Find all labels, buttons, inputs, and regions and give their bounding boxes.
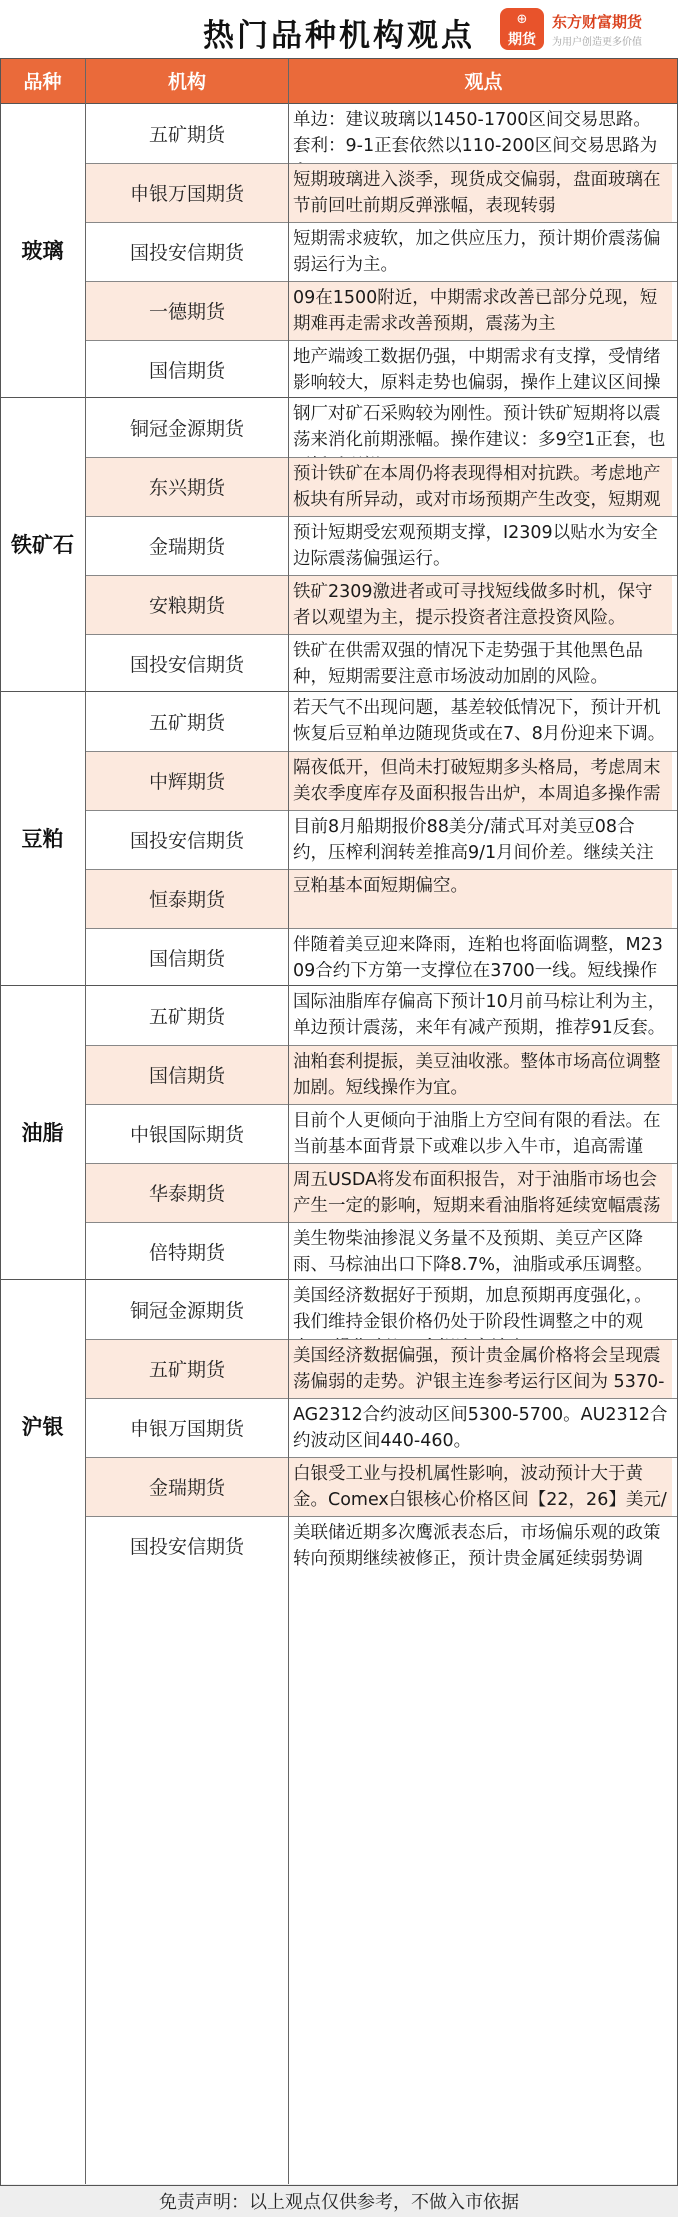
row-divider	[86, 1516, 678, 1517]
row-divider	[86, 1163, 678, 1164]
view-cell: 铁矿2309激进者或可寻找短线做多时机，保守者以观望为主，提示投资者注意投资风险。	[289, 575, 672, 634]
institution-cell: 恒泰期货	[86, 869, 288, 928]
view-cell: 预计铁矿在本周仍将表现得相对抗跌。考虑地产板块有所异动，或对市场预期产生改变，短期观	[289, 457, 672, 516]
row-divider	[86, 340, 678, 341]
page-title: 热门品种机构观点	[203, 18, 475, 54]
row-divider	[86, 457, 678, 458]
row-divider	[86, 281, 678, 282]
column-divider	[85, 58, 86, 2184]
row-divider	[86, 928, 678, 929]
view-cell: 目前8月船期报价88美分/蒲式耳对美豆08合约，压榨利润转差推高9/1月间价差。继续关注	[293, 817, 654, 863]
brand-name: 东方财富期货	[552, 13, 643, 31]
logo-icon	[500, 8, 544, 50]
brand-tagline: 为用户创造更多价值	[552, 37, 642, 48]
logo-text: 期货	[508, 32, 536, 48]
view-cell: 周五USDA将发布面积报告，对于油脂市场也会产生一定的影响，短期来看油脂将延续宽幅震荡	[289, 1163, 672, 1222]
view-cell: 国际油脂库存偏高下预计10月前马棕让利为主，单边预计震荡，来年有减产预期，推荐91反套。	[293, 992, 666, 1038]
category-cell: 豆粕	[0, 691, 85, 985]
view-cell: 隔夜低开，但尚未打破短期多头格局，考虑周末美农季度库存及面积报告出炉，本周追多操作需	[289, 751, 672, 810]
view-cell: 美国经济数据偏强，预计贵金属价格将会呈现震荡偏弱的走势。沪银主连参考运行区间为 5370-	[289, 1339, 672, 1398]
category-cell: 沪银	[0, 1279, 85, 1573]
institution-cell: 国投安信期货	[129, 654, 244, 676]
group-divider	[0, 691, 678, 692]
category-cell: 油脂	[0, 985, 85, 1279]
row-divider	[86, 1457, 678, 1458]
group-divider	[0, 397, 678, 398]
view-cell: 钢厂对矿石采购较为刚性。预计铁矿短期将以震荡来消化前期涨幅。操作建议：多9空1正套，也	[293, 404, 666, 450]
row-divider	[86, 634, 678, 635]
disclaimer: 免责声明：以上观点仅供参考，不做入市依据	[0, 2184, 678, 2217]
institution-cell: 五矿期货	[148, 123, 225, 146]
row-divider	[86, 222, 678, 223]
institution-cell: 金瑞期货	[148, 536, 225, 558]
institution-cell: 安粮期货	[86, 575, 288, 634]
group-divider	[0, 985, 678, 986]
view-cell: 短期玻璃进入淡季，现货成交偏弱，盘面玻璃在节前回吐前期反弹涨幅，表现转弱	[289, 163, 672, 222]
row-divider	[86, 575, 678, 576]
row-divider	[86, 869, 678, 870]
view-cell: 预计短期受宏观预期支撑，I2309以贴水为安全边际震荡偏强运行。	[293, 523, 658, 569]
row-divider	[86, 1222, 678, 1223]
view-cell: 单边：建议玻璃以1450-1700区间交易思路。套利：9-1正套依然以110-200区间交易思路为	[293, 110, 658, 156]
institution-cell: 申银万国期货	[129, 1418, 244, 1440]
view-cell: 地产端竣工数据仍强，中期需求有支撑，受情绪影响较大，原料走势也偏弱，操作上建议区间操	[293, 347, 661, 393]
row-divider	[86, 1045, 678, 1046]
institution-cell: 国投安信期货	[129, 242, 244, 264]
view-cell: 伴随着美豆迎来降雨，连粕也将面临调整，M2309合约下方第一支撑位在3700一线。短线操作	[293, 935, 663, 981]
institution-cell: 华泰期货	[86, 1163, 288, 1222]
view-cell: 美生物柴油掺混义务量不及预期、美豆产区降雨、马棕油出口下降8.7%，油脂或承压调整。	[293, 1229, 653, 1275]
row-divider	[86, 1398, 678, 1399]
category-cell: 铁矿石	[0, 397, 85, 691]
institution-cell: 申银万国期货	[86, 163, 288, 222]
row-divider	[86, 810, 678, 811]
row-divider	[86, 516, 678, 517]
institution-cell: 五矿期货	[148, 1005, 225, 1028]
institution-cell: 五矿期货	[86, 1339, 288, 1398]
view-cell: 美国经济数据好于预期，加息预期再度强化，。我们维持金银价格仍处于阶段性调整之中的观	[293, 1286, 652, 1332]
institution-cell: 倍特期货	[148, 1242, 225, 1264]
institution-cell: 东兴期货	[86, 457, 288, 516]
view-cell: 铁矿在供需双强的情况下走势强于其他黑色品种，短期需要注意市场波动加剧的风险。	[293, 641, 643, 687]
institution-cell: 铜冠金源期货	[129, 1299, 244, 1322]
view-cell: 美联储近期多次鹰派表态后，市场偏乐观的政策转向预期继续被修正，预计贵金属延续弱势调	[293, 1523, 661, 1569]
view-cell: 油粕套利提振，美豆油收涨。整体市场高位调整加剧。短线操作为宜。	[289, 1045, 672, 1104]
view-cell: 09在1500附近，中期需求改善已部分兑现，短期难再走需求改善预期，震荡为主	[289, 281, 672, 340]
column-header-category: 品种	[0, 58, 85, 103]
group-divider	[0, 1279, 678, 1280]
institution-cell: 国信期货	[148, 360, 225, 382]
view-cell: AG2312合约波动区间5300-5700。AU2312合约波动区间440-460。	[293, 1405, 668, 1451]
institution-cell: 国信期货	[86, 1045, 288, 1104]
row-divider	[86, 751, 678, 752]
column-header-institution: 机构	[86, 58, 288, 103]
logo-symbol: ⊕	[516, 12, 528, 27]
group-divider	[0, 103, 678, 104]
institution-cell: 铜冠金源期货	[129, 417, 244, 440]
institution-cell: 中辉期货	[86, 751, 288, 810]
institution-cell: 国投安信期货	[129, 1536, 244, 1558]
row-divider	[86, 1339, 678, 1340]
institution-cell: 国信期货	[148, 948, 225, 970]
view-cell: 短期需求疲软，加之供应压力，预计期价震荡偏弱运行为主。	[293, 229, 661, 275]
category-cell: 玻璃	[0, 103, 85, 397]
column-divider	[288, 58, 289, 2184]
view-cell: 目前个人更倾向于油脂上方空间有限的看法。在当前基本面背景下或难以步入牛市，追高需谨	[293, 1111, 661, 1157]
institution-cell: 国投安信期货	[129, 830, 244, 852]
institution-cell: 金瑞期货	[86, 1457, 288, 1516]
row-divider	[86, 163, 678, 164]
view-cell: 白银受工业与投机属性影响，波动预计大于黄金。Comex白银核心价格区间【22，26】美元/	[289, 1457, 672, 1516]
institution-cell: 一德期货	[86, 281, 288, 340]
view-cell: 豆粕基本面短期偏空。	[289, 869, 672, 928]
institution-cell: 中银国际期货	[129, 1124, 244, 1146]
column-header-view: 观点	[289, 58, 678, 103]
row-divider	[86, 1104, 678, 1105]
header	[0, 0, 678, 58]
view-cell: 若天气不出现问题，基差较低情况下，预计开机恢复后豆粕单边随现货或在7、8月份迎来下调。	[293, 698, 666, 744]
institution-cell: 五矿期货	[148, 711, 225, 734]
